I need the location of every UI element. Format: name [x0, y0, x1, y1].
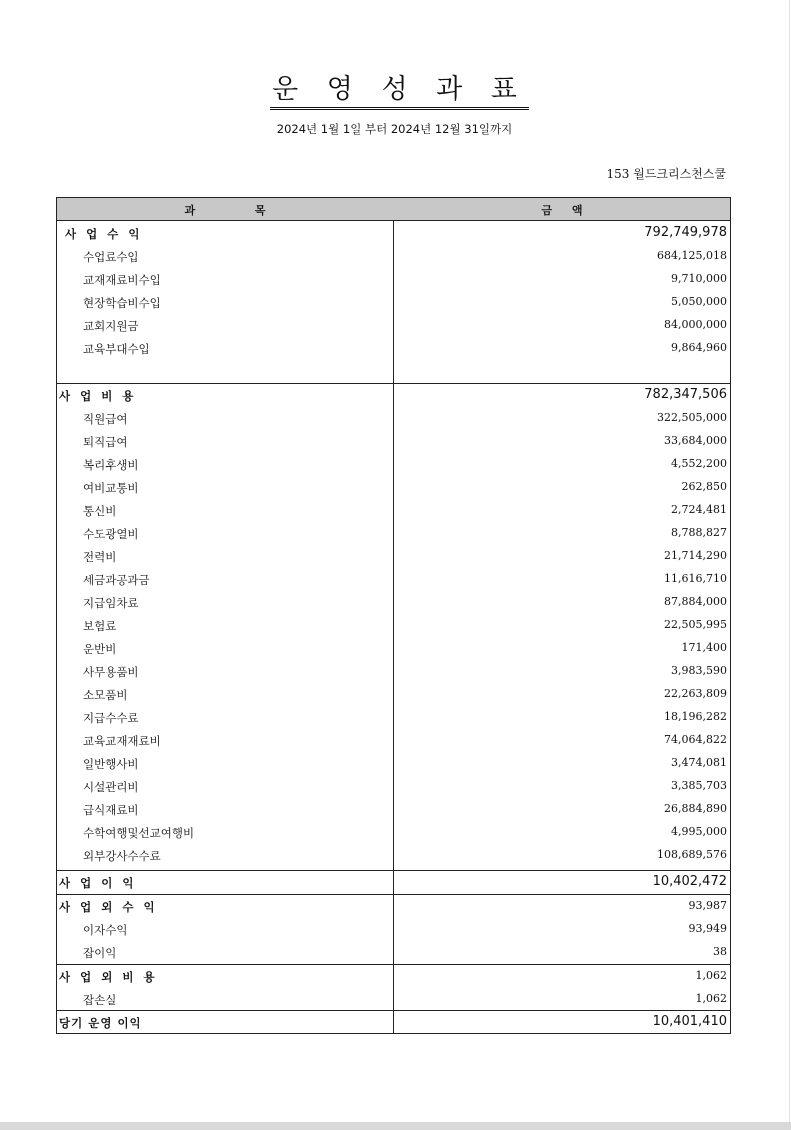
row-amount: 87,884,000 — [664, 595, 727, 608]
reporting-period: 2024년 1월 1일 부터 2024년 12월 31일까지 — [276, 122, 513, 136]
row-amount: 21,714,290 — [664, 549, 727, 562]
table-row — [57, 407, 730, 430]
row-amount: 9,864,960 — [671, 341, 727, 354]
row-amount: 22,505,995 — [664, 618, 727, 631]
section-row — [57, 222, 730, 245]
row-label: 보험료 — [83, 619, 117, 633]
table-row — [57, 568, 730, 591]
row-amount: 684,125,018 — [657, 249, 727, 262]
row-label: 여비교통비 — [83, 481, 139, 495]
table-header — [57, 198, 730, 221]
row-label: 교육교재재료비 — [83, 734, 161, 748]
table-row — [57, 430, 730, 453]
row-label: 지급임차료 — [83, 596, 139, 610]
operating-results-table — [56, 197, 731, 1034]
row-amount: 93,949 — [688, 922, 727, 935]
row-amount: 18,196,282 — [664, 710, 727, 723]
row-label: 사 업 비 용 — [59, 389, 137, 403]
row-amount: 3,385,703 — [671, 779, 727, 792]
row-amount: 2,724,481 — [671, 503, 727, 516]
table-row — [57, 268, 730, 291]
row-label: 이자수익 — [83, 923, 128, 937]
row-label: 사 업 외 비 용 — [59, 970, 158, 984]
row-amount: 10,402,472 — [652, 874, 727, 889]
viewer-bottom-strip — [0, 1122, 791, 1130]
table-row — [57, 918, 730, 941]
row-amount: 4,552,200 — [671, 457, 727, 470]
row-label: 외부강사수수료 — [83, 849, 161, 863]
row-amount: 3,474,081 — [671, 756, 727, 769]
header-amount: 금 액 — [541, 204, 591, 217]
row-label: 급식재료비 — [83, 803, 139, 817]
row-amount: 5,050,000 — [671, 295, 727, 308]
row-label: 수도광열비 — [83, 527, 139, 541]
row-label: 수업료수입 — [83, 250, 139, 264]
row-amount: 171,400 — [681, 641, 727, 654]
row-label: 교회지원금 — [83, 319, 139, 333]
row-amount: 3,983,590 — [671, 664, 727, 677]
row-label: 복리후생비 — [83, 458, 139, 472]
table-row — [57, 637, 730, 660]
table-row — [57, 453, 730, 476]
table-row — [57, 752, 730, 775]
section-row — [57, 383, 730, 407]
row-label: 현장학습비수입 — [83, 296, 161, 310]
row-label: 사무용품비 — [83, 665, 139, 679]
row-amount: 8,788,827 — [671, 526, 727, 539]
row-amount: 322,505,000 — [657, 411, 727, 424]
table-row — [57, 591, 730, 614]
row-label: 당기 운영 이익 — [59, 1016, 142, 1030]
row-label: 교육부대수입 — [83, 342, 150, 356]
row-label: 사 업 이 익 — [59, 876, 137, 890]
section-row — [57, 870, 730, 894]
row-amount: 782,347,506 — [644, 387, 727, 402]
table-row — [57, 775, 730, 798]
row-amount: 33,684,000 — [664, 434, 727, 447]
row-amount: 22,263,809 — [664, 687, 727, 700]
row-label: 일반행사비 — [83, 757, 139, 771]
table-row — [57, 545, 730, 568]
row-label: 시설관리비 — [83, 780, 139, 794]
table-row — [57, 729, 730, 752]
row-label: 소모품비 — [83, 688, 128, 702]
table-row — [57, 798, 730, 821]
table-row — [57, 314, 730, 337]
table-row — [57, 706, 730, 729]
organization-name: 153 월드크리스천스쿨 — [606, 167, 726, 181]
row-label: 퇴직급여 — [83, 435, 128, 449]
row-amount: 1,062 — [695, 969, 727, 982]
table-row — [57, 988, 730, 1011]
table-row — [57, 337, 730, 360]
row-label: 전력비 — [83, 550, 117, 564]
statement-title: 운 영 성 과 표 — [0, 74, 789, 110]
row-amount: 9,710,000 — [671, 272, 727, 285]
table-row — [57, 499, 730, 522]
total-row — [57, 1010, 730, 1034]
row-amount: 26,884,890 — [664, 802, 727, 815]
row-amount: 74,064,822 — [664, 733, 727, 746]
table-row — [57, 245, 730, 268]
row-label: 잡손실 — [83, 993, 117, 1007]
row-amount: 38 — [713, 945, 727, 958]
row-amount: 262,850 — [681, 480, 727, 493]
table-row — [57, 614, 730, 637]
table-row — [57, 683, 730, 706]
table-row — [57, 291, 730, 314]
row-label: 수학여행및선교여행비 — [83, 826, 195, 840]
row-label: 직원급여 — [83, 412, 128, 426]
table-row — [57, 941, 730, 964]
table-row — [57, 522, 730, 545]
table-row — [57, 476, 730, 499]
row-label: 통신비 — [83, 504, 117, 518]
row-amount: 792,749,978 — [644, 225, 727, 240]
header-account: 과 목 — [184, 204, 294, 217]
row-label: 교재재료비수입 — [83, 273, 161, 287]
row-amount: 11,616,710 — [664, 572, 727, 585]
row-amount: 93,987 — [688, 899, 727, 912]
row-amount: 10,401,410 — [652, 1014, 727, 1029]
row-label: 세금과공과금 — [83, 573, 150, 587]
section-row — [57, 964, 730, 988]
row-label: 지급수수료 — [83, 711, 139, 725]
row-amount: 4,995,000 — [671, 825, 727, 838]
section-row — [57, 894, 730, 918]
table-row — [57, 660, 730, 683]
row-label: 사 업 수 익 — [65, 227, 143, 241]
row-amount: 108,689,576 — [657, 848, 727, 861]
table-row — [57, 821, 730, 844]
row-amount: 1,062 — [695, 992, 727, 1005]
row-label: 운반비 — [83, 642, 117, 656]
table-row — [57, 844, 730, 867]
row-amount: 84,000,000 — [664, 318, 727, 331]
row-label: 사 업 외 수 익 — [59, 900, 158, 914]
row-label: 잡이익 — [83, 946, 117, 960]
